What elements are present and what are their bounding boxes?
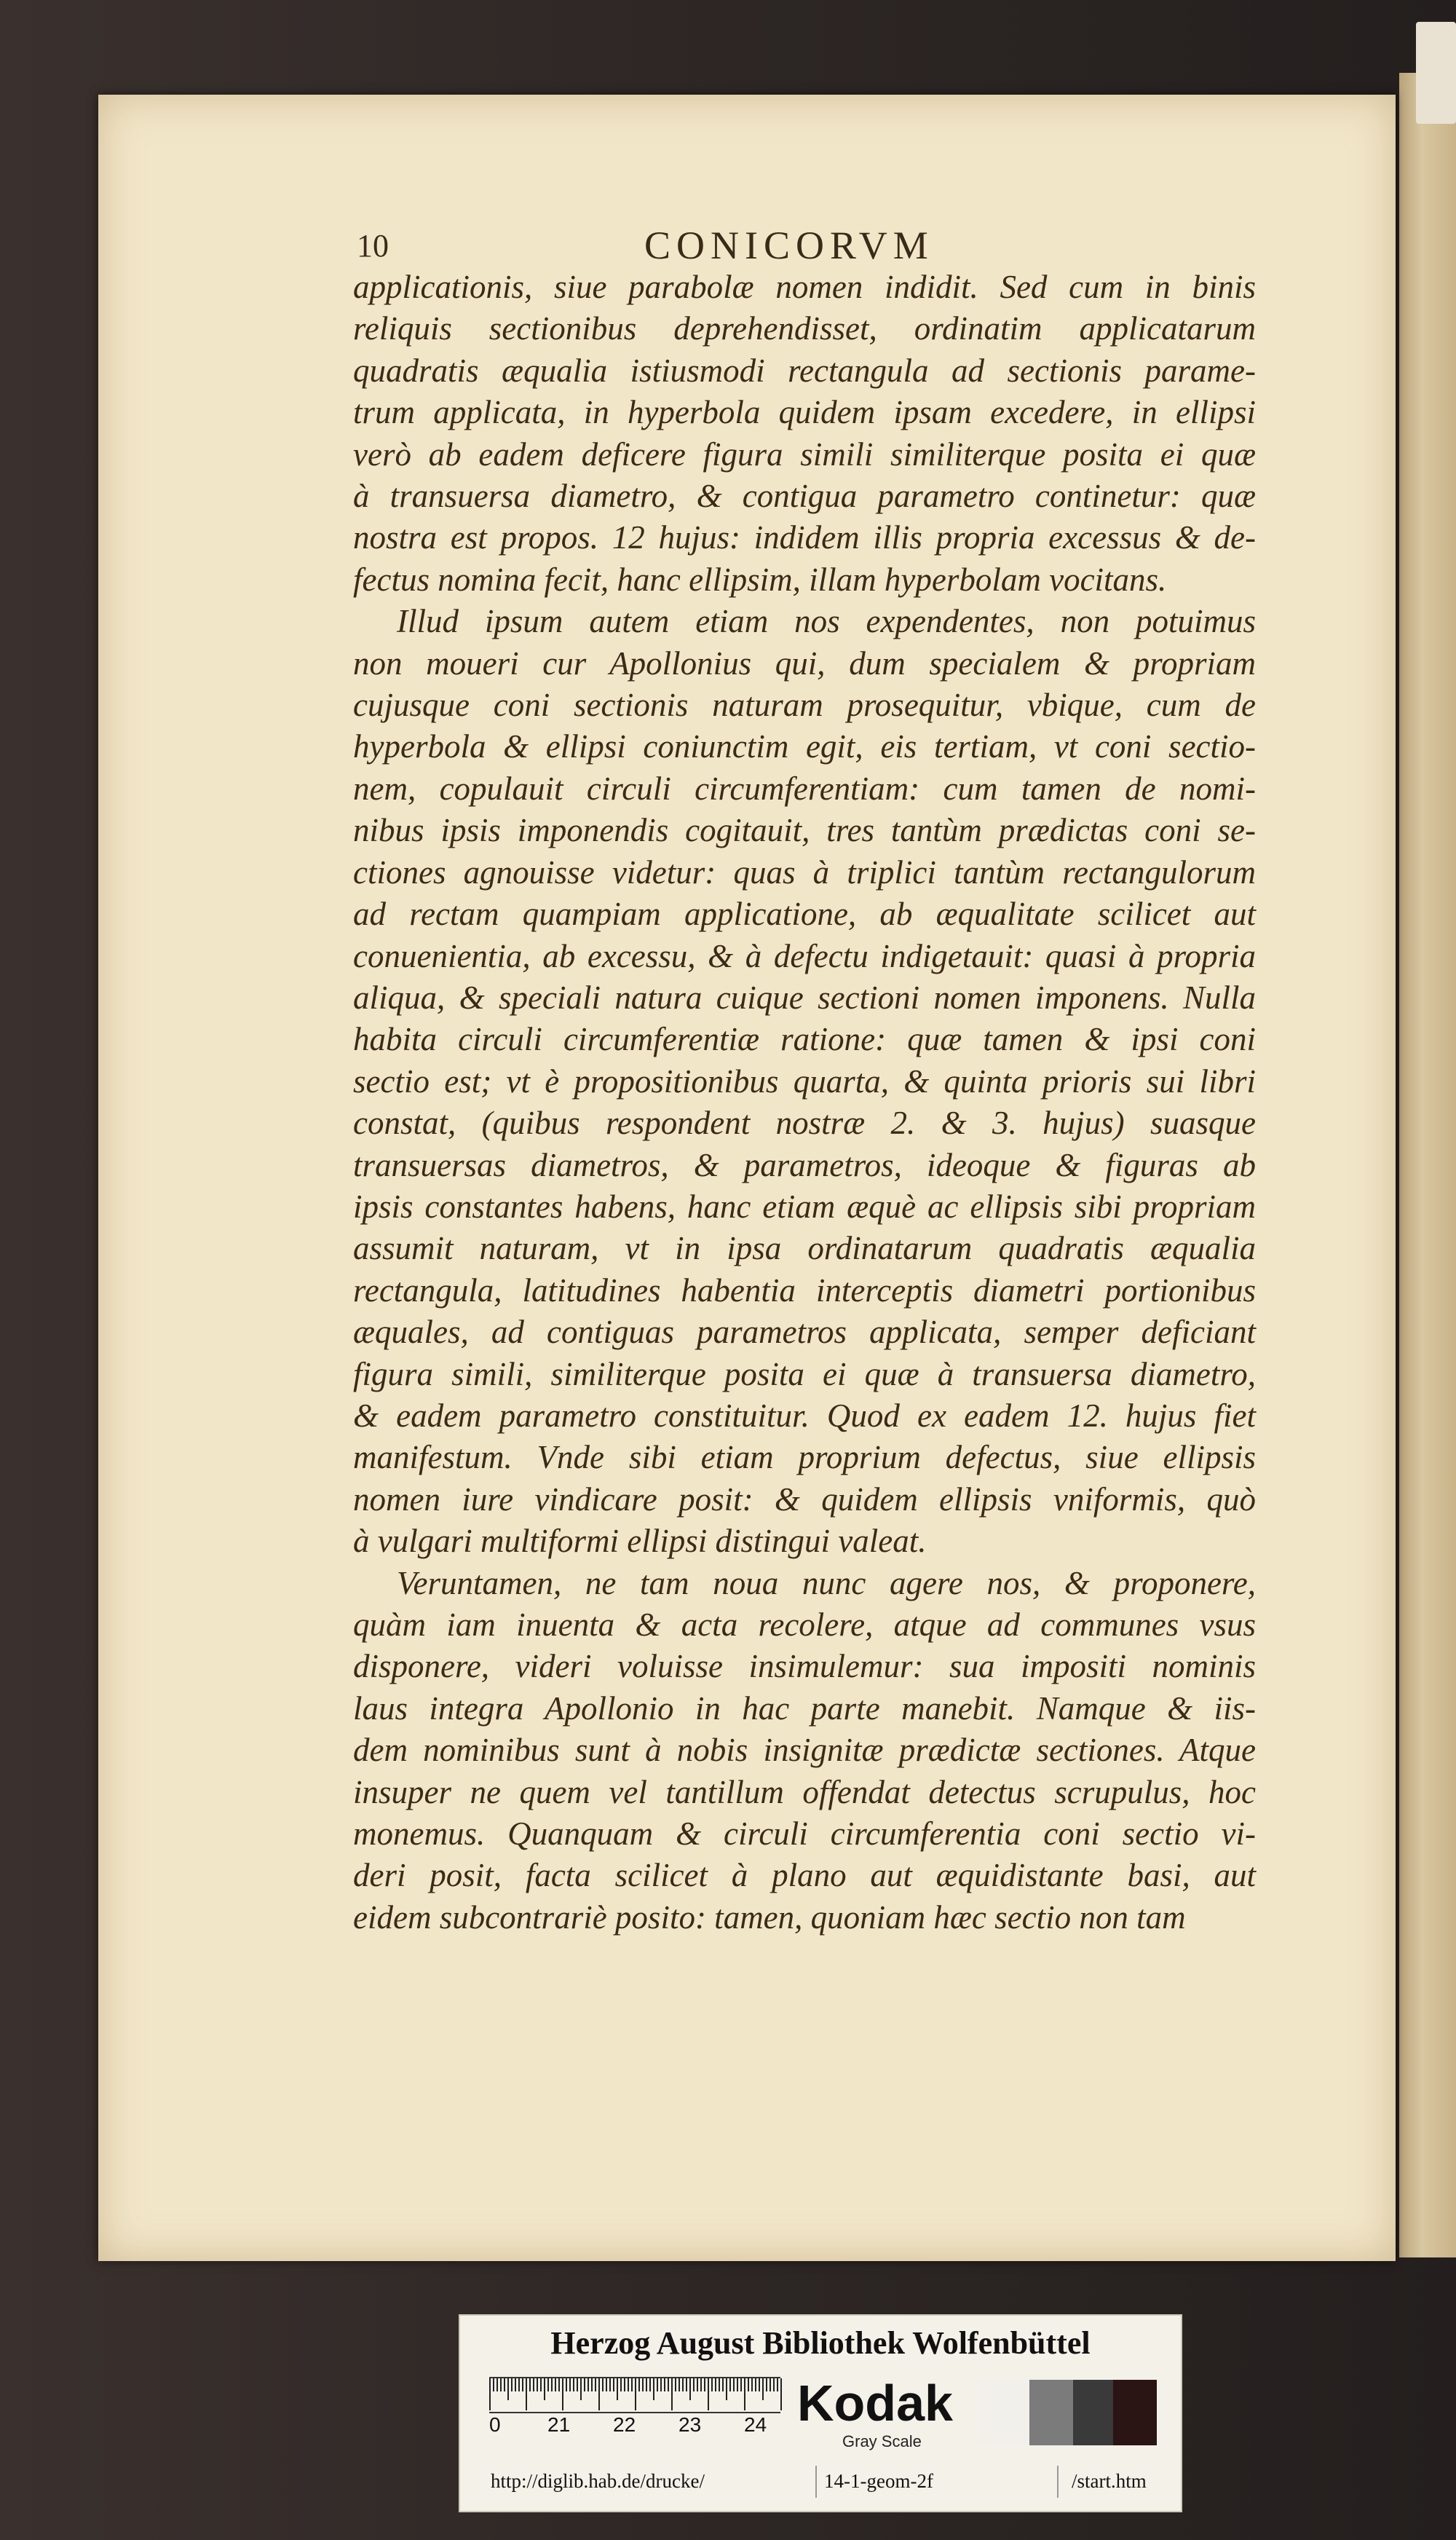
ruler-tick	[711, 2378, 713, 2391]
ruler-tick	[547, 2378, 549, 2391]
text-line: quàm iam inuenta & acta recolere, atque ad communes vsus	[353, 1606, 1256, 1643]
text-line: ipsis constantes habens, hanc etiam æquè ac ellipsis sibi propriam	[353, 1188, 1256, 1225]
ruler-tick	[631, 2378, 633, 2391]
binding-clip	[1416, 22, 1456, 124]
ruler-tick	[722, 2378, 724, 2391]
text-line: figura simili, similiterque posita ei quæ à transuersa diametro,	[353, 1355, 1256, 1392]
ruler-tick	[704, 2378, 705, 2391]
ruler-tick	[678, 2378, 680, 2391]
ruler-tick	[733, 2378, 735, 2391]
text-line: habita circuli circumferentiæ ratione: quæ tamen & ipsi coni	[353, 1021, 1256, 1058]
ruler-tick	[700, 2378, 702, 2391]
library-card	[459, 2314, 1182, 2512]
text-line: aliqua, & speciali natura cuique sectioni nomen imponens. Nulla	[353, 979, 1256, 1016]
ruler-tick	[744, 2378, 745, 2410]
page-header	[357, 224, 1172, 271]
ruler-tick	[708, 2378, 709, 2410]
ruler-tick	[719, 2378, 720, 2391]
ruler-label: 22	[613, 2413, 636, 2436]
paragraph	[353, 267, 1256, 601]
paragraph	[353, 601, 1256, 1562]
ruler-tick	[533, 2378, 534, 2391]
text-line: quadratis æqualia istiusmodi rectangula ad sectionis parame-	[353, 352, 1256, 389]
text-line: ad rectam quampiam applicatione, ab æqualitate scilicet aut	[353, 896, 1256, 933]
body-text	[353, 267, 1256, 1938]
text-line: conuenientia, ab excessu, & à defectu indigetauit: quasi à propria	[353, 937, 1256, 974]
ruler-tick	[602, 2378, 604, 2391]
text-line: ctiones agnouisse videtur: quas à triplici tantùm rectangulorum	[353, 853, 1256, 891]
text-line: æquales, ad contiguas parametros applicata, semper deficiant	[353, 1314, 1256, 1351]
ruler-tick	[620, 2378, 622, 2391]
ruler-tick	[489, 2378, 491, 2410]
text-line: trum applicata, in hyperbola quidem ipsam excedere, in ellipsi	[353, 394, 1256, 431]
text-line: à vulgari multiformi ellipsi distingui valeat.	[353, 1523, 927, 1560]
ruler-tick	[737, 2378, 738, 2391]
text-line: Illud ipsum autem etiam nos expendentes, non potuimus	[397, 603, 1256, 640]
library-title: Herzog August Bibliothek Wolfenbüttel	[550, 2325, 1091, 2361]
text-line: constat, (quibus respondent nostræ 2. & 3. hujus) suasque	[353, 1105, 1256, 1142]
text-line: deri posit, facta scilicet à plano aut æquidistante basi, aut	[353, 1857, 1256, 1894]
card-divider	[1057, 2466, 1059, 2498]
gray-swatch	[978, 2380, 1029, 2445]
gray-swatch	[1073, 2380, 1113, 2445]
ruler-tick	[496, 2378, 498, 2391]
gray-scale-label: Gray Scale	[842, 2432, 922, 2450]
ruler-tick	[675, 2378, 676, 2391]
ruler-tick	[689, 2378, 691, 2400]
ruler-tick	[773, 2378, 775, 2391]
ruler-tick	[584, 2378, 585, 2391]
ruler-tick	[628, 2378, 629, 2391]
ruler-label: 21	[547, 2413, 571, 2436]
ruler-tick	[759, 2378, 760, 2391]
card-divider	[815, 2466, 817, 2498]
text-line: applicationis, siue parabolæ nomen indidit. Sed cum in binis	[353, 269, 1256, 305]
ruler-tick	[668, 2378, 669, 2391]
ruler-tick	[624, 2378, 625, 2391]
text-line: hyperbola & ellipsi coniunctim egit, eis tertiam, vt coni sectio-	[353, 728, 1256, 765]
ruler-tick	[653, 2378, 654, 2400]
ruler-tick	[511, 2378, 513, 2391]
ruler-tick	[555, 2378, 556, 2391]
paragraph	[353, 1563, 1256, 1939]
ruler-tick	[580, 2378, 582, 2400]
text-line: verò ab eadem deficere figura simili similiterque posita ei quæ	[353, 435, 1256, 473]
text-line: nem, copulauit circuli circumferentiam: cum tamen de nomi-	[353, 770, 1256, 807]
ruler-tick	[526, 2378, 527, 2410]
ruler-tick	[635, 2378, 636, 2410]
text-line: sectio est; vt è propositionibus quarta, & quinta prioris sui libri	[353, 1062, 1256, 1100]
ruler-tick	[493, 2378, 494, 2391]
text-line: Veruntamen, ne tam noua nunc agere nos, & proponere,	[397, 1564, 1256, 1601]
text-line: rectangula, latitudines habentia interceptis diametri portionibus	[353, 1271, 1256, 1309]
text-line: reliquis sectionibus deprehendisset, ordinatim applicatarum	[353, 310, 1256, 347]
ruler-labels	[489, 2413, 795, 2438]
ruler-tick	[577, 2378, 578, 2391]
text-line: à transuersa diametro, & contigua parametro continetur: quæ	[353, 478, 1256, 515]
ruler-tick	[766, 2378, 767, 2391]
ruler-tick	[558, 2378, 560, 2391]
ruler-tick	[609, 2378, 611, 2391]
ruler-tick	[748, 2378, 749, 2391]
text-line: insuper ne quem vel tantillum offendat detectus scrupulus, hoc	[353, 1773, 1256, 1810]
ruler-tick	[595, 2378, 596, 2391]
running-head: CONICORVM	[644, 224, 934, 267]
ruler-label: 0	[489, 2413, 501, 2436]
ruler-tick	[751, 2378, 753, 2391]
text-line: transuersas diametros, & parametros, ideoque & figuras ab	[353, 1146, 1256, 1183]
ruler-tick	[507, 2378, 509, 2400]
ruler-tick	[657, 2378, 658, 2391]
ruler-tick	[617, 2378, 618, 2400]
ruler-tick	[591, 2378, 593, 2391]
ruler-tick	[769, 2378, 771, 2391]
text-line: assumit naturam, vt in ipsa ordinatarum quadratis æqualia	[353, 1230, 1256, 1267]
text-line: eidem subcontrariè posito: tamen, quoniam hæc sectio non tam	[353, 1898, 1186, 1936]
ruler-tick	[762, 2378, 764, 2400]
ruler-tick	[598, 2378, 600, 2410]
ruler-tick	[569, 2378, 571, 2391]
shelfmark: 14-1-geom-2f	[824, 2470, 933, 2492]
ruler-scale	[489, 2377, 780, 2413]
ruler-tick	[686, 2378, 687, 2391]
gray-scale-swatches	[978, 2380, 1160, 2445]
ruler-tick	[518, 2378, 520, 2391]
ruler-tick	[515, 2378, 516, 2391]
url-prefix: http://diglib.hab.de/drucke/	[491, 2470, 705, 2492]
ruler-tick	[638, 2378, 640, 2391]
ruler-tick	[540, 2378, 542, 2391]
text-line: fectus nomina fecit, hanc ellipsim, illam hyperbolam vocitans.	[353, 561, 1167, 598]
ruler-tick	[726, 2378, 727, 2400]
ruler-tick	[755, 2378, 756, 2391]
text-line: disponere, videri voluisse insimulemur: sua impositi nominis	[353, 1648, 1256, 1685]
text-line: manifestum. Vnde sibi etiam proprium defectus, siue ellipsis	[353, 1439, 1256, 1476]
ruler-tick	[693, 2378, 695, 2391]
text-line: cujusque coni sectionis naturam prosequitur, vbique, cum de	[353, 687, 1256, 724]
text-line: monemus. Quanquam & circuli circumferentia coni sectio vi-	[353, 1815, 1256, 1853]
gray-swatch	[1113, 2380, 1157, 2445]
ruler-tick	[642, 2378, 644, 2391]
text-line: laus integra Apollonio in hac parte manebit. Namque & iis-	[353, 1689, 1256, 1727]
ruler-tick	[649, 2378, 651, 2391]
ruler-tick	[537, 2378, 538, 2391]
ruler-tick	[671, 2378, 673, 2410]
ruler-tick	[522, 2378, 523, 2391]
ruler-tick	[646, 2378, 647, 2391]
text-line: nomen iure vindicare posit: & quidem ellipsis vniformis, quò	[353, 1480, 1256, 1518]
adjacent-page-edge	[1399, 73, 1456, 2257]
ruler-tick	[729, 2378, 731, 2391]
ruler-tick	[504, 2378, 505, 2391]
ruler-tick	[562, 2378, 563, 2410]
ruler-tick	[573, 2378, 574, 2391]
ruler-tick	[715, 2378, 716, 2391]
text-line: dem nominibus sunt à nobis insignitæ prædictæ sectiones. Atque	[353, 1732, 1256, 1769]
ruler-tick	[544, 2378, 545, 2400]
ruler-tick	[697, 2378, 698, 2391]
ruler-tick	[780, 2378, 782, 2410]
ruler-tick	[500, 2378, 502, 2391]
ruler-label: 23	[678, 2413, 702, 2436]
ruler-label: 24	[744, 2413, 767, 2436]
gray-swatch	[1029, 2380, 1073, 2445]
ruler-tick	[682, 2378, 684, 2391]
ruler-tick	[613, 2378, 614, 2391]
ruler-tick	[566, 2378, 567, 2391]
text-line: nostra est propos. 12 hujus: indidem illis propria excessus & de-	[353, 519, 1256, 556]
ruler-tick	[587, 2378, 589, 2391]
url-suffix: /start.htm	[1072, 2470, 1147, 2492]
ruler-tick	[660, 2378, 662, 2391]
text-line: & eadem parametro constituitur. Quod ex eadem 12. hujus fiet	[353, 1397, 1256, 1434]
text-line: non moueri cur Apollonius qui, dum specialem & propriam	[353, 644, 1256, 682]
ruler-tick	[664, 2378, 665, 2391]
ruler-tick	[606, 2378, 607, 2391]
ruler-tick	[740, 2378, 742, 2391]
ruler-tick	[551, 2378, 553, 2391]
page-number: 10	[357, 228, 389, 264]
ruler-tick	[529, 2378, 531, 2391]
kodak-logo: Kodak	[797, 2375, 953, 2431]
text-line: nibus ipsis imponendis cogitauit, tres tantùm prædictas coni se-	[353, 812, 1256, 849]
ruler-tick	[777, 2378, 778, 2391]
